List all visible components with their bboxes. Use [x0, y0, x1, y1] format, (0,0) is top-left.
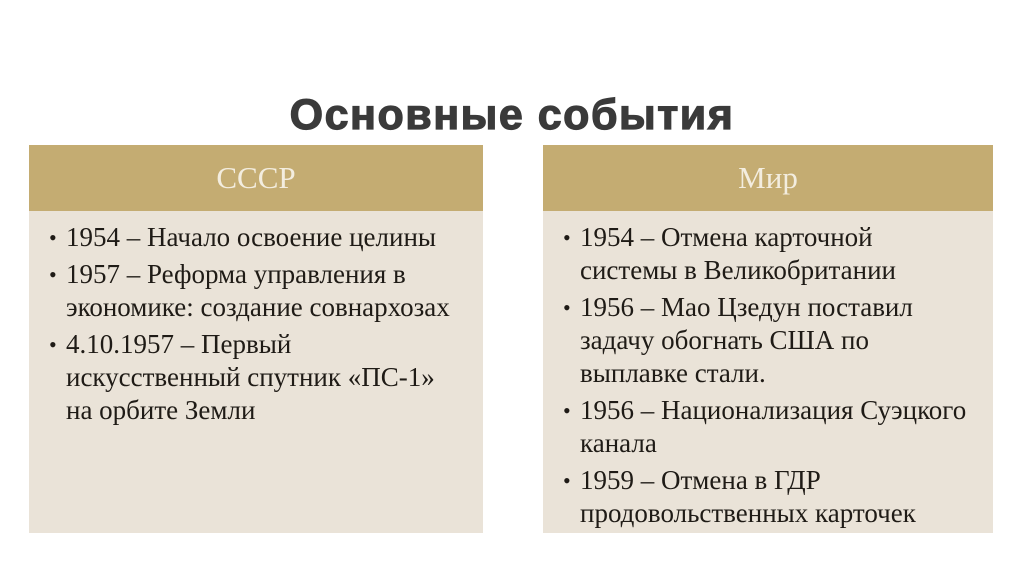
list-item [49, 221, 463, 254]
list-item [49, 258, 463, 324]
column-ussr [29, 145, 483, 533]
list-item-text: 1959 – Отмена в ГДР продовольственных карточек [580, 465, 916, 528]
bullet-icon: • [563, 398, 571, 423]
bullet-icon: • [563, 295, 571, 320]
column-world [543, 145, 993, 533]
bullet-icon: • [49, 225, 57, 250]
column-ussr-list [29, 211, 483, 533]
list-item [563, 464, 973, 530]
list-item [49, 328, 463, 427]
list-item-text: 4.10.1957 – Первый искусственный спутник «ПС-1» на орбите Земли [66, 329, 435, 425]
column-world-header: Мир [543, 145, 993, 211]
list-item-text: 1957 – Реформа управления в экономике: создание совнархозах [66, 259, 450, 322]
bullet-icon: • [563, 468, 571, 493]
list-item [563, 291, 973, 390]
bullet-icon: • [49, 262, 57, 287]
list-item [563, 221, 973, 287]
column-world-list [543, 211, 993, 533]
list-item [563, 394, 973, 460]
column-ussr-header: СССР [29, 145, 483, 211]
list-item-text: 1956 – Мао Цзедун поставил задачу обогнать США по выплавке стали. [580, 292, 913, 388]
slide-title: Основные события [289, 91, 735, 139]
bullet-icon: • [563, 225, 571, 250]
bullet-icon: • [49, 332, 57, 357]
list-item-text: 1954 – Начало освоение целины [66, 222, 437, 252]
list-item-text: 1954 – Отмена карточной системы в Великобритании [580, 222, 896, 285]
list-item-text: 1956 – Национализация Суэцкого канала [580, 395, 967, 458]
